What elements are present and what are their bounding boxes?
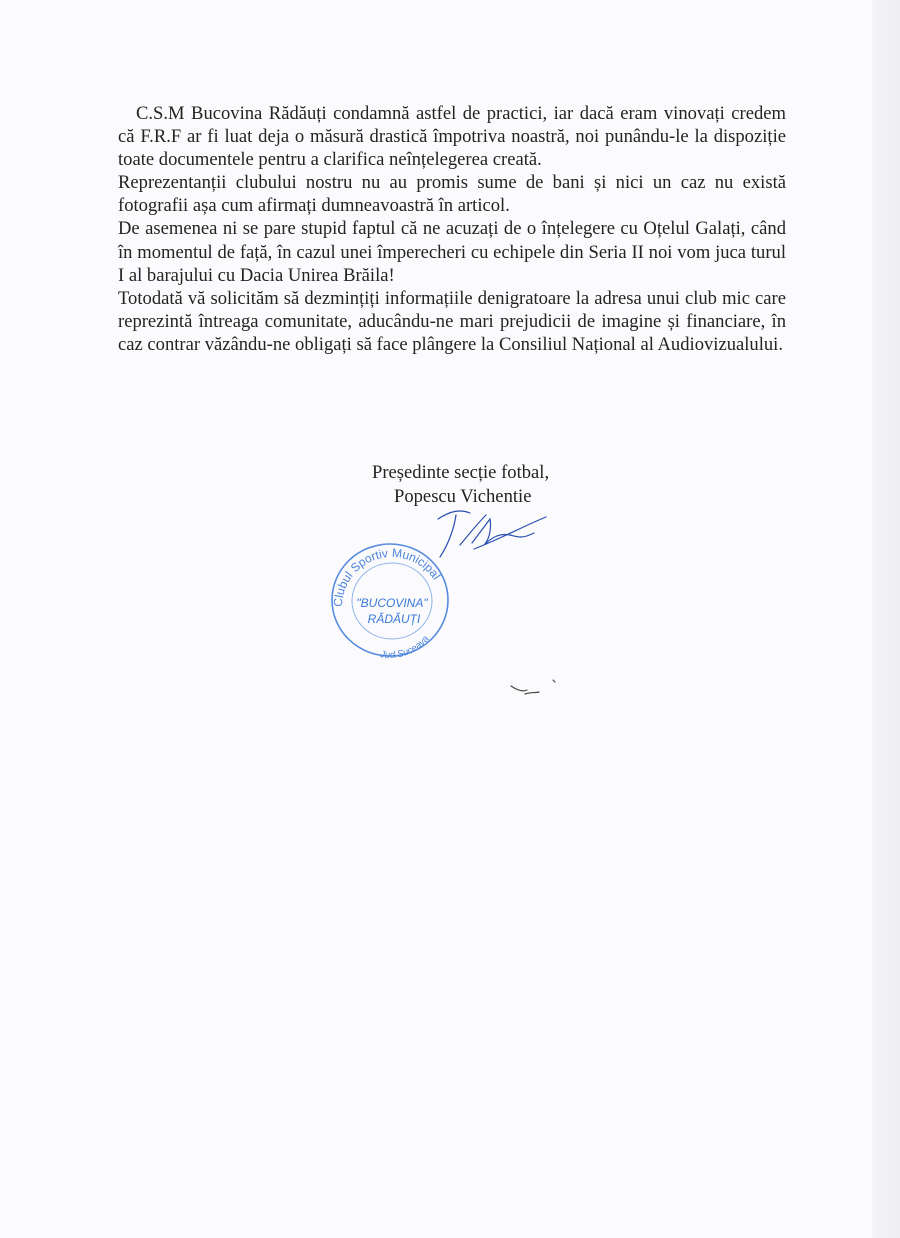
- stamp-center-line2: RĂDĂUȚI: [367, 612, 421, 626]
- paragraph-1: C.S.M Bucovina Rădăuți condamnă astfel de practici, iar dacă eram vinovați credem că F.R.F ar fi luat deja o măsură drastică împotriva noastră, noi punându-le la dispoziție toate documentele pentru a clarifica neînțelegerea creată.: [118, 103, 786, 171]
- signatory-title: Președinte secție fotbal,: [372, 462, 550, 483]
- signature-block: [372, 461, 549, 508]
- stamp-center-line1: "BUCOVINA": [356, 596, 428, 610]
- signatory-name: Popescu Vichentie: [394, 485, 532, 507]
- svg-text:Jud.Suceava: [379, 634, 432, 661]
- page-edge-shadow: [872, 0, 900, 1238]
- ink-mark: [505, 678, 565, 700]
- paragraph-4: Totodată vă solicităm să dezmințiți informațiile denigratoare la adresa unui club mic care reprezintă întreaga comunitate, aducându-ne mari prejudicii de imagine și financiare, în caz contrar văzându-ne obligați să face plângere la Consiliul Național al Audiovizualului.: [118, 287, 786, 355]
- paragraph-3: De asemenea ni se pare stupid faptul că ne acuzați de o înțelegere cu Oțelul Galați, când în momentul de față, în cazul unei împerecheri cu echipele din Seria II noi vom juca turul I al barajului cu Dacia Unirea Brăila!: [118, 218, 786, 286]
- letter-body: [118, 102, 786, 356]
- stamp-bottom-text: Jud.Suceava: [379, 633, 432, 662]
- paragraph-2: Reprezentanții clubului nostru nu au promis sume de bani și nici un caz nu există fotografii așa cum afirmați dumneavoastră în articol.: [118, 172, 786, 217]
- stamp-outer-text: Clubul Sportiv Municipal: [330, 545, 444, 608]
- handwritten-signature: [430, 505, 550, 565]
